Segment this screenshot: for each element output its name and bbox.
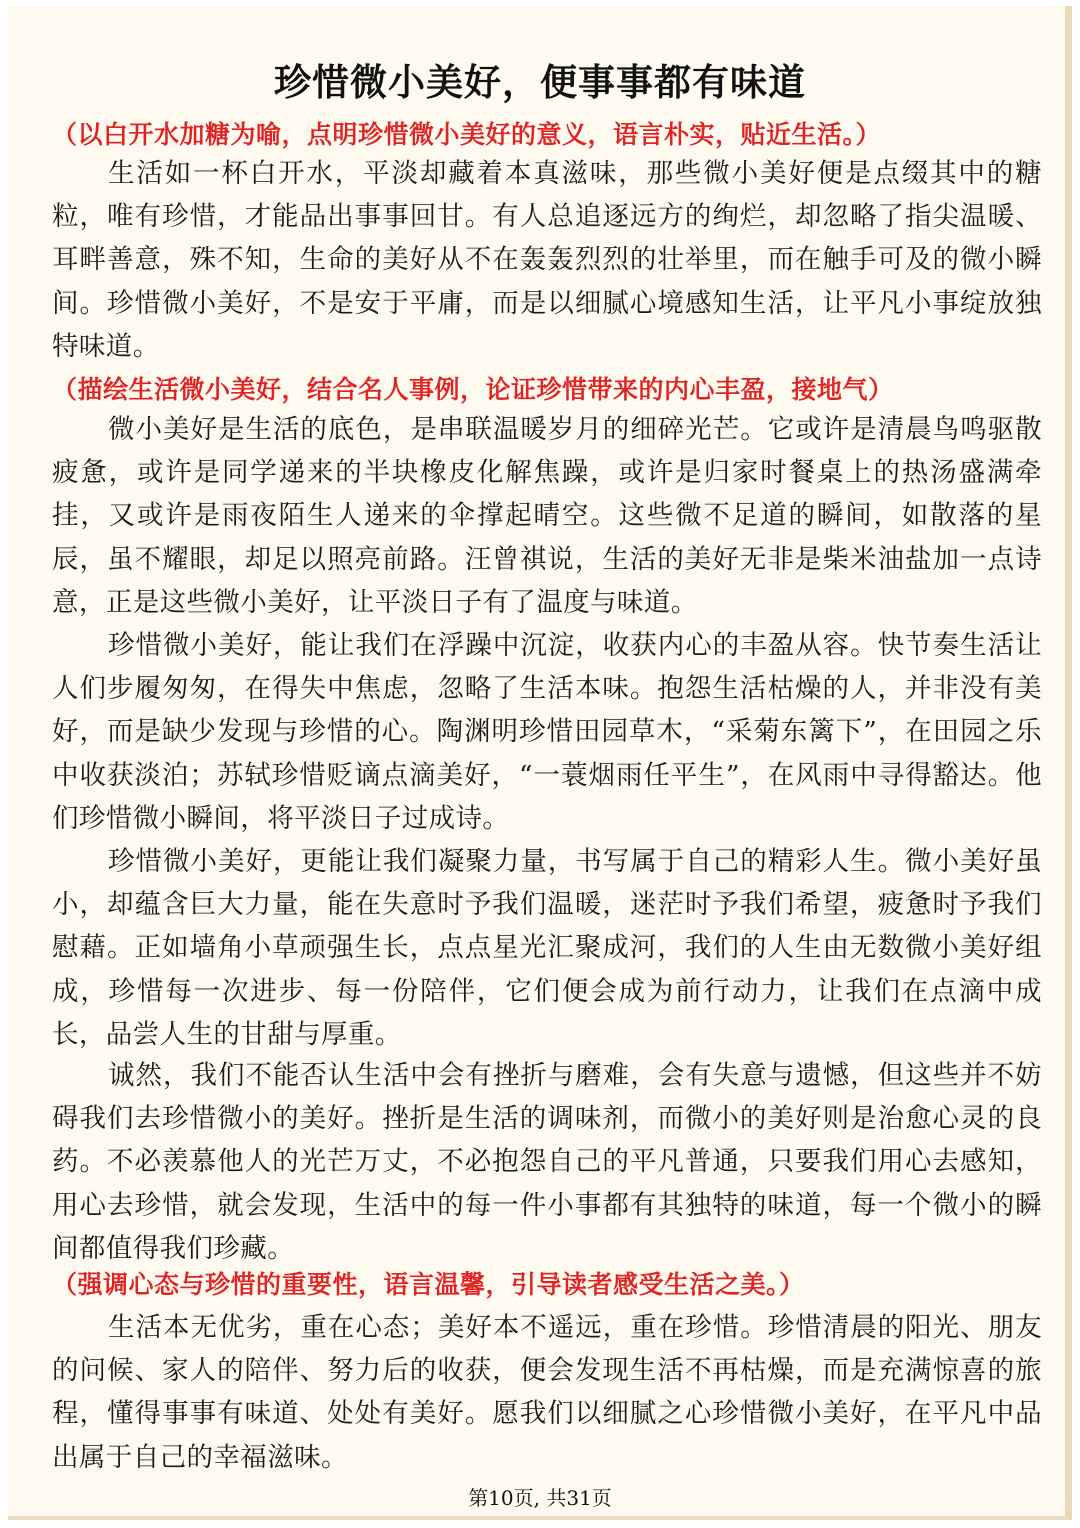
body-paragraph: 诚然，我们不能否认生活中会有挫折与磨难，会有失意与遗憾，但这些并不妨碍我们去珍惜微小的美好。挫折是生活的调味剂，而微小的美好则是治愈心灵的良药。不必羡慕他人的光芒万丈，不必抱怨自己的平凡普通，只要我们用心去感知，用心去珍惜，就会发现，生活中的每一件小事都有其独特的味道，每一个微小的瞬间都值得我们珍藏。 [52, 1060, 1042, 1264]
annotation-note: （强调心态与珍惜的重要性，语言温馨，引导读者感受生活之美。） [52, 1270, 805, 1299]
body-paragraph: 珍惜微小美好，能让我们在浮躁中沉淀，收获内心的丰盈从容。快节奏生活让人们步履匆匆，在得失中焦虑，忽略了生活本味。抱怨生活枯燥的人，并非没有美好，而是缺少发现与珍惜的心。陶渊明珍惜田园草木，“采菊东篱下”，在田园之乐中收获淡泊；苏轼珍惜贬谪点滴美好，“一蓑烟雨任平生”，在风雨中寻得豁达。他们珍惜微小瞬间，将平淡日子过成诗。 [52, 630, 1042, 834]
page-title: 珍惜微小美好，便事事都有味道 [274, 60, 806, 104]
body-paragraph: 珍惜微小美好，更能让我们凝聚力量，书写属于自己的精彩人生。微小美好虽小，却蕴含巨大力量，能在失意时予我们温暖，迷茫时予我们希望，疲惫时予我们慰藉。正如墙角小草顽强生长，点点星光汇聚成河，我们的人生由无数微小美好组成，珍惜每一次进步、每一份陪伴，它们便会成为前行动力，让我们在点滴中成长，品尝人生的甘甜与厚重。 [52, 846, 1042, 1050]
annotation-note: （描绘生活微小美好，结合名人事例，论证珍惜带来的内心丰盈，接地气） [52, 375, 894, 404]
annotation-note: （以白开水加糖为喻，点明珍惜微小美好的意义，语言朴实，贴近生活。） [52, 120, 882, 149]
body-paragraph: 生活如一杯白开水，平淡却藏着本真滋味，那些微小美好便是点缀其中的糖粒，唯有珍惜，才能品出事事回甘。有人总追逐远方的绚烂，却忽略了指尖温暖、耳畔善意，殊不知，生命的美好从不在轰轰烈烈的壮举里，而在触手可及的微小瞬间。珍惜微小美好，不是安于平庸，而是以细腻心境感知生活，让平凡小事绽放独特味道。 [52, 158, 1042, 362]
page-number: 第10页, 共31页 [468, 1486, 612, 1510]
body-paragraph: 微小美好是生活的底色，是串联温暖岁月的细碎光芒。它或许是清晨鸟鸣驱散疲惫，或许是同学递来的半块橡皮化解焦躁，或许是归家时餐桌上的热汤盛满牵挂，又或许是雨夜陌生人递来的伞撑起晴空。这些微不足道的瞬间，如散落的星辰，虽不耀眼，却足以照亮前路。汪曾祺说，生活的美好无非是柴米油盐加一点诗意，正是这些微小美好，让平淡日子有了温度与味道。 [52, 414, 1042, 618]
body-paragraph: 生活本无优劣，重在心态；美好本不遥远，重在珍惜。珍惜清晨的阳光、朋友的问候、家人的陪伴、努力后的收获，便会发现生活不再枯燥，而是充满惊喜的旅程，懂得事事有味道、处处有美好。愿我们以细腻之心珍惜微小美好，在平凡中品出属于自己的幸福滋味。 [52, 1312, 1042, 1473]
